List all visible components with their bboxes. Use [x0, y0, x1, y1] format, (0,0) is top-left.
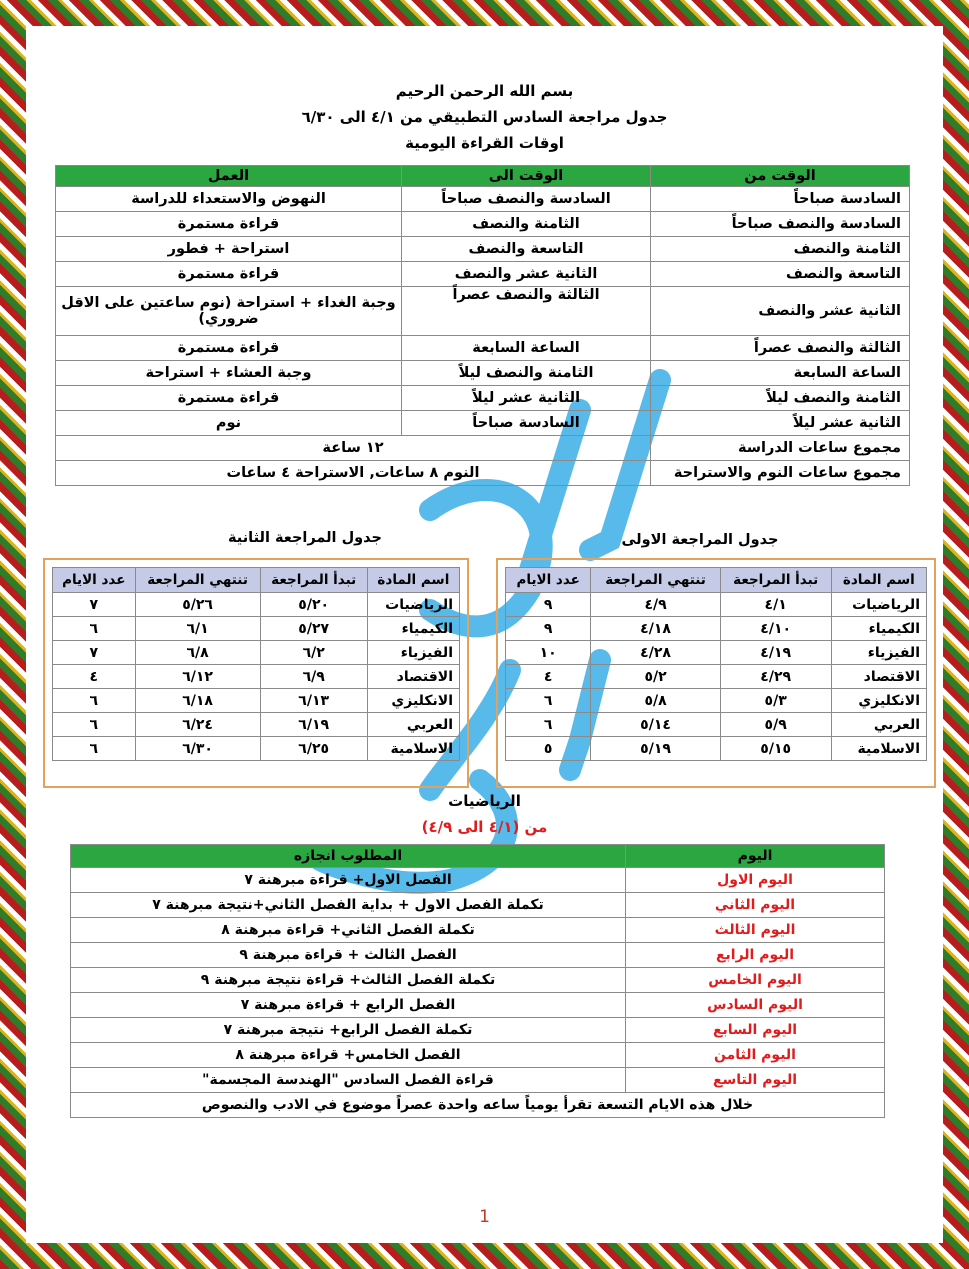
cell: النهوض والاستعداء للدراسة	[56, 187, 402, 212]
cell: الثانية عشر والنصف	[651, 287, 910, 336]
cell: ٦/٩	[260, 665, 367, 689]
table-row	[506, 617, 927, 641]
cell: الكيمياء	[831, 617, 926, 641]
cell: الثانية عشر ليلاً	[651, 411, 910, 436]
cell: ٤/١٠	[720, 617, 831, 641]
col-days: عدد الايام	[53, 568, 136, 593]
cell: الثالثة والنصف عصراً	[402, 287, 651, 336]
review1-title: جدول المراجعة الاولى	[621, 532, 779, 548]
table-row	[56, 237, 910, 262]
cell: قراءة مستمرة	[56, 212, 402, 237]
basmala: بسم الله الرحمن الرحيم	[395, 82, 574, 100]
review1-table	[505, 567, 927, 761]
math-range: من (٤/١ الى ٤/٩)	[421, 818, 548, 836]
cell: ٧	[53, 641, 136, 665]
col-days: عدد الايام	[506, 568, 591, 593]
cell: ٤	[53, 665, 136, 689]
cell: ٥/٩	[720, 713, 831, 737]
cell: ١٠	[506, 641, 591, 665]
table-row	[56, 212, 910, 237]
table-row	[56, 336, 910, 361]
cell: ٤	[506, 665, 591, 689]
table-row	[56, 386, 910, 411]
cell: ٩	[506, 593, 591, 617]
cell: قراءة مستمرة	[56, 336, 402, 361]
cell: ٦	[506, 713, 591, 737]
page-subtitle: اوقات القراءة اليومية	[405, 134, 564, 152]
review2-title: جدول المراجعة الثانية	[227, 530, 382, 546]
col-task: المطلوب انجازه	[71, 845, 626, 868]
math-title: الرياضيات	[448, 792, 521, 810]
cell: الفيزياء	[831, 641, 926, 665]
col-start: تبدأ المراجعة	[720, 568, 831, 593]
table-row	[56, 262, 910, 287]
table-row	[71, 1068, 885, 1093]
table-row	[71, 893, 885, 918]
cell: ٦/٣٠	[135, 737, 260, 761]
cell: الثامنة والنصف ليلاً	[402, 361, 651, 386]
cell: الفصل الاول+ قراءة مبرهنة ٧	[71, 868, 626, 893]
cell: الاقتصاد	[367, 665, 459, 689]
table-row	[53, 665, 460, 689]
table-row	[56, 411, 910, 436]
cell: ٦/٨	[135, 641, 260, 665]
cell: اليوم الخامس	[626, 968, 885, 993]
cell: ٦/٢٤	[135, 713, 260, 737]
cell: التاسعة والنصف	[402, 237, 651, 262]
table-row	[71, 918, 885, 943]
table-row	[506, 593, 927, 617]
cell: ٦/١	[135, 617, 260, 641]
total-rest-row	[56, 461, 910, 486]
cell: الفصل الخامس+ قراءة مبرهنة ٨	[71, 1043, 626, 1068]
review2-box	[43, 558, 469, 788]
table-row	[71, 1043, 885, 1068]
col-end: تنتهي المراجعة	[591, 568, 720, 593]
cell: ٦	[53, 713, 136, 737]
cell: الانكليزي	[831, 689, 926, 713]
cell: اليوم الثالث	[626, 918, 885, 943]
table-row	[71, 868, 885, 893]
col-subject: اسم المادة	[831, 568, 926, 593]
col-end: تنتهي المراجعة	[135, 568, 260, 593]
cell: الاقتصاد	[831, 665, 926, 689]
col-subject: اسم المادة	[367, 568, 459, 593]
cell: ٦	[53, 617, 136, 641]
cell: ٦	[53, 689, 136, 713]
cell: ٥/١٤	[591, 713, 720, 737]
math-note-row	[71, 1093, 885, 1118]
table-row	[71, 943, 885, 968]
cell: ٦/٢٥	[260, 737, 367, 761]
table-row	[53, 641, 460, 665]
cell: ٥/٢٧	[260, 617, 367, 641]
cell: ٤/٢٨	[591, 641, 720, 665]
cell: الثامنة والنصف	[651, 237, 910, 262]
cell: الثامنة والنصف	[402, 212, 651, 237]
page-number: 1	[479, 1207, 490, 1227]
table-row	[56, 287, 910, 336]
cell: الانكليزي	[367, 689, 459, 713]
cell: ٦/٢	[260, 641, 367, 665]
cell: ٤/١٨	[591, 617, 720, 641]
cell: الاسلامية	[367, 737, 459, 761]
cell: العربي	[831, 713, 926, 737]
cell: وجبة العشاء + استراحة	[56, 361, 402, 386]
cell: ٦	[506, 689, 591, 713]
cell: الاسلامية	[831, 737, 926, 761]
cell: قراءة مستمرة	[56, 386, 402, 411]
table-row	[53, 593, 460, 617]
cell: اليوم الثاني	[626, 893, 885, 918]
review1-box	[496, 558, 936, 788]
cell: اليوم الاول	[626, 868, 885, 893]
cell: ٦/١٣	[260, 689, 367, 713]
daily-schedule-table	[55, 165, 910, 486]
cell: ٥/٢٦	[135, 593, 260, 617]
table-row	[506, 689, 927, 713]
total-rest-value: النوم ٨ ساعات, الاستراحة ٤ ساعات	[56, 461, 651, 486]
total-rest-label: مجموع ساعات النوم والاستراحة	[651, 461, 910, 486]
table-row	[71, 1018, 885, 1043]
table-row	[506, 665, 927, 689]
table-row	[53, 737, 460, 761]
cell: الثانية عشر والنصف	[402, 262, 651, 287]
cell: ٥/٨	[591, 689, 720, 713]
cell: ٤/٩	[591, 593, 720, 617]
table-row	[506, 713, 927, 737]
cell: الساعة السابعة	[402, 336, 651, 361]
cell: ٩	[506, 617, 591, 641]
col-time-from: الوقت من	[651, 166, 910, 187]
table-row	[56, 361, 910, 386]
page-title: جدول مراجعة السادس التطبيقي من ٤/١ الى ٦/٣٠	[301, 108, 668, 126]
total-study-row	[56, 436, 910, 461]
cell: السادسة والنصف صباحاً	[402, 187, 651, 212]
page-content	[40, 40, 929, 1229]
cell: استراحة + فطور	[56, 237, 402, 262]
cell: ٦/١٩	[260, 713, 367, 737]
cell: الساعة السابعة	[651, 361, 910, 386]
cell: الفصل الرابع + قراءة مبرهنة ٧	[71, 993, 626, 1018]
cell: التاسعة والنصف	[651, 262, 910, 287]
cell: تكملة الفصل الرابع+ نتيجة مبرهنة ٧	[71, 1018, 626, 1043]
cell: قراءة مستمرة	[56, 262, 402, 287]
review2-table	[52, 567, 460, 761]
cell: اليوم الرابع	[626, 943, 885, 968]
col-start: تبدأ المراجعة	[260, 568, 367, 593]
cell: ٦/١٨	[135, 689, 260, 713]
cell: السادسة والنصف صباحاً	[651, 212, 910, 237]
col-activity: العمل	[56, 166, 402, 187]
cell: ٦	[53, 737, 136, 761]
cell: تكملة الفصل الثاني+ قراءة مبرهنة ٨	[71, 918, 626, 943]
cell: ٦/١٢	[135, 665, 260, 689]
col-day: اليوم	[626, 845, 885, 868]
cell: نوم	[56, 411, 402, 436]
cell: تكملة الفصل الثالث+ قراءة نتيجة مبرهنة ٩	[71, 968, 626, 993]
cell: ٧	[53, 593, 136, 617]
cell: السادسة صباحاً	[402, 411, 651, 436]
math-plan-table	[70, 844, 885, 1118]
table-row	[53, 617, 460, 641]
total-study-label: مجموع ساعات الدراسة	[651, 436, 910, 461]
cell: وجبة الغداء + استراحة (نوم ساعتين على الاقل ضروري)	[56, 287, 402, 336]
cell: قراءة الفصل السادس "الهندسة المجسمة"	[71, 1068, 626, 1093]
cell: الثالثة والنصف عصراً	[651, 336, 910, 361]
table-row	[53, 689, 460, 713]
cell: الفيزياء	[367, 641, 459, 665]
cell: ٥	[506, 737, 591, 761]
cell: الرياضيات	[831, 593, 926, 617]
cell: ٥/٢	[591, 665, 720, 689]
cell: اليوم الثامن	[626, 1043, 885, 1068]
cell: ٥/٢٠	[260, 593, 367, 617]
cell: الثانية عشر ليلاً	[402, 386, 651, 411]
math-note: خلال هذه الايام التسعة تقرأ يومياً ساعه واحدة عصراً موضوع في الادب والنصوص	[71, 1093, 885, 1118]
cell: الرياضيات	[367, 593, 459, 617]
cell: الثامنة والنصف ليلاً	[651, 386, 910, 411]
table-row	[71, 993, 885, 1018]
table-row	[71, 968, 885, 993]
cell: ٤/١	[720, 593, 831, 617]
table-row	[53, 713, 460, 737]
cell: ٥/١٥	[720, 737, 831, 761]
cell: السادسة صباحاً	[651, 187, 910, 212]
table-row	[506, 641, 927, 665]
total-study-value: ١٢ ساعة	[56, 436, 651, 461]
cell: ٥/٣	[720, 689, 831, 713]
table-row	[506, 737, 927, 761]
cell: العربي	[367, 713, 459, 737]
cell: الفصل الثالث + قراءة مبرهنة ٩	[71, 943, 626, 968]
cell: الكيمياء	[367, 617, 459, 641]
cell: ٤/١٩	[720, 641, 831, 665]
cell: ٥/١٩	[591, 737, 720, 761]
cell: اليوم السادس	[626, 993, 885, 1018]
col-time-to: الوقت الى	[402, 166, 651, 187]
cell: اليوم السابع	[626, 1018, 885, 1043]
cell: اليوم التاسع	[626, 1068, 885, 1093]
table-row	[56, 187, 910, 212]
cell: ٤/٢٩	[720, 665, 831, 689]
cell: تكملة الفصل الاول + بداية الفصل الثاني+نتيجة مبرهنة ٧	[71, 893, 626, 918]
